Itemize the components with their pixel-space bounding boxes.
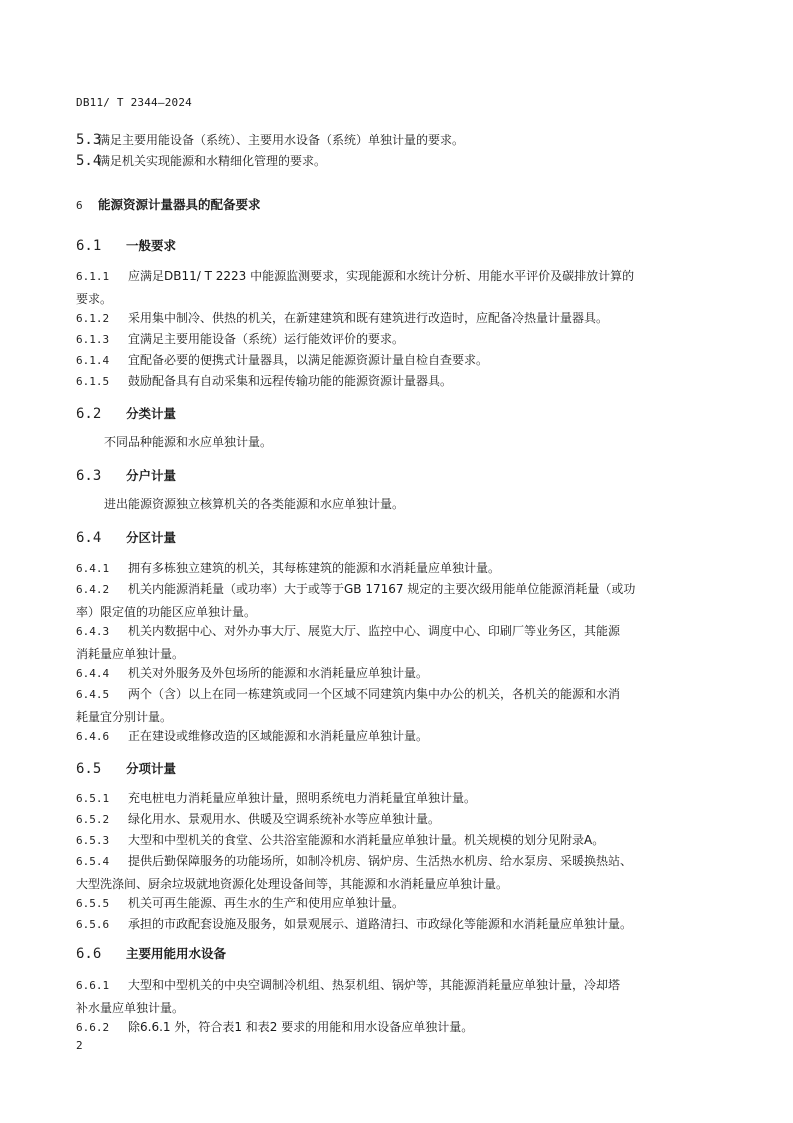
clause-number: 6.1.1 xyxy=(76,270,110,283)
chapter-6-heading xyxy=(76,194,716,213)
section-title: 分类计量 xyxy=(126,406,177,421)
clause-text: 除6.6.1 外，符合表1 和表2 要求的用能和用水设备应单独计量。 xyxy=(128,1020,474,1034)
section-title: 主要用能用水设备 xyxy=(126,946,227,961)
clause-text: 充电桩电力消耗量应单独计量，照明系统电力消耗量宜单独计量。 xyxy=(128,791,477,805)
clause-text-cont: 大型洗涤间、厨余垃圾就地资源化处理设备间等，其能源和水消耗量应单独计量。 xyxy=(76,877,509,891)
clause-text: 满足机关实现能源和水精细化管理的要求。 xyxy=(98,154,327,168)
clause-text-cont: 率）限定值的功能区应单独计量。 xyxy=(76,605,257,619)
section-6-1-heading xyxy=(76,235,716,254)
clause-number: 6.4.1 xyxy=(76,562,110,575)
clause-number: 5.4 xyxy=(76,153,102,169)
clause-text-cont: 消耗量应单独计量。 xyxy=(76,647,185,661)
section-number: 6.6 xyxy=(76,946,102,962)
clause-number: 6.5.3 xyxy=(76,834,110,847)
clause-text: 绿化用水、景观用水、供暖及空调系统补水等应单独计量。 xyxy=(128,812,441,826)
chapter-number: 6 xyxy=(76,199,83,212)
chapter-title: 能源资源计量器具的配备要求 xyxy=(98,197,261,212)
clause-number: 6.5.6 xyxy=(76,918,110,931)
clause-number: 6.6.2 xyxy=(76,1021,110,1034)
clause-text: 机关内能源消耗量（或功率）大于或等于GB 17167 规定的主要次级用能单位能源消耗量（或功 xyxy=(128,582,636,596)
clause-6-5-5 xyxy=(76,891,716,914)
clause-6-4-1 xyxy=(76,556,716,579)
clause-text: 满足主要用能设备（系统）、主要用水设备（系统）单独计量的要求。 xyxy=(98,133,465,147)
section-6-5-heading xyxy=(76,758,716,777)
clause-number: 6.5.1 xyxy=(76,792,110,805)
clause-text-cont: 要求。 xyxy=(76,292,113,306)
clause-text: 宜满足主要用能设备（系统）运行能效评价的要求。 xyxy=(128,332,405,346)
clause-number: 6.4.5 xyxy=(76,688,110,701)
clause-number: 6.4.4 xyxy=(76,667,110,680)
clause-text: 两个（含）以上在同一栋建筑或同一个区域不同建筑内集中办公的机关，各机关的能源和水消 xyxy=(128,687,621,701)
clause-text: 提供后勤保障服务的功能场所，如制冷机房、锅炉房、生活热水机房、给水泵房、采暖换热站、 xyxy=(128,854,633,868)
clause-number: 6.4.6 xyxy=(76,730,110,743)
clause-text: 采用集中制冷、供热的机关，在新建建筑和既有建筑进行改造时，应配备冷热量计量器具。 xyxy=(128,311,609,325)
clause-6-5-3 xyxy=(76,828,716,851)
clause-number: 6.5.4 xyxy=(76,855,110,868)
clause-6-5-2 xyxy=(76,807,716,830)
clause-6-1-3 xyxy=(76,327,716,350)
clause-text: 承担的市政配套设施及服务，如景观展示、道路清扫、市政绿化等能源和水消耗量应单独计量。 xyxy=(128,917,633,931)
clause-text: 大型和中型机关的食堂、公共浴室能源和水消耗量应单独计量。机关规模的划分见附录A。 xyxy=(128,833,605,847)
clause-5-4 xyxy=(76,152,716,169)
section-title: 分户计量 xyxy=(126,468,177,483)
page-number: 2 xyxy=(76,1039,83,1052)
clause-text: 机关内数据中心、对外办事大厅、展览大厅、监控中心、调度中心、印刷厂等业务区，其能源 xyxy=(128,624,621,638)
section-6-3-heading xyxy=(76,465,716,484)
clause-6-5-6 xyxy=(76,912,716,935)
clause-text: 机关对外服务及外包场所的能源和水消耗量应单独计量。 xyxy=(128,666,429,680)
clause-number: 6.1.5 xyxy=(76,375,110,388)
clause-number: 6.1.4 xyxy=(76,354,110,367)
clause-text: 拥有多栋独立建筑的机关，其每栋建筑的能源和水消耗量应单独计量。 xyxy=(128,561,501,575)
clause-6-1-1 xyxy=(76,264,716,310)
clause-6-4-6 xyxy=(76,724,716,747)
clause-text-cont: 耗量宜分别计量。 xyxy=(76,710,173,724)
section-6-2-paragraph: 不同品种能源和水应单独计量。 xyxy=(104,435,273,449)
clause-text: 正在建设或维修改造的区域能源和水消耗量应单独计量。 xyxy=(128,729,429,743)
clause-number: 6.4.3 xyxy=(76,625,110,638)
section-title: 分区计量 xyxy=(126,530,177,545)
section-number: 6.4 xyxy=(76,530,102,546)
clause-6-5-4 xyxy=(76,849,716,895)
clause-6-6-1 xyxy=(76,973,716,1019)
clause-number: 5.3 xyxy=(76,132,102,148)
section-number: 6.1 xyxy=(76,238,102,254)
section-number: 6.3 xyxy=(76,468,102,484)
section-6-4-heading xyxy=(76,527,716,546)
section-6-3-paragraph: 进出能源资源独立核算机关的各类能源和水应单独计量。 xyxy=(104,497,405,511)
section-title: 一般要求 xyxy=(126,238,177,253)
section-title: 分项计量 xyxy=(126,761,177,776)
clause-number: 6.6.1 xyxy=(76,979,110,992)
clause-6-4-4 xyxy=(76,661,716,684)
clause-number: 6.1.3 xyxy=(76,333,110,346)
clause-6-6-2 xyxy=(76,1015,716,1038)
clause-text: 机关可再生能源、再生水的生产和使用应单独计量。 xyxy=(128,896,405,910)
section-6-2-heading xyxy=(76,403,716,422)
clause-6-4-2 xyxy=(76,577,716,623)
clause-5-3 xyxy=(76,131,716,148)
clause-6-1-4 xyxy=(76,348,716,371)
clause-number: 6.5.2 xyxy=(76,813,110,826)
clause-6-1-2 xyxy=(76,306,716,329)
clause-text: 宜配备必要的便携式计量器具，以满足能源资源计量自检自查要求。 xyxy=(128,353,489,367)
clause-6-5-1 xyxy=(76,786,716,809)
section-number: 6.2 xyxy=(76,406,102,422)
clause-number: 6.4.2 xyxy=(76,583,110,596)
clause-text: 应满足DB11/ T 2223 中能源监测要求，实现能源和水统计分析、用能水平评价及碳排放计算的 xyxy=(128,269,635,283)
clause-6-4-3 xyxy=(76,619,716,665)
clause-number: 6.1.2 xyxy=(76,312,110,325)
clause-text-cont: 补水量应单独计量。 xyxy=(76,1001,185,1015)
clause-text: 鼓励配备具有自动采集和远程传输功能的能源资源计量器具。 xyxy=(128,374,453,388)
document-header: DB11/ T 2344—2024 xyxy=(76,96,192,109)
section-number: 6.5 xyxy=(76,761,102,777)
clause-6-1-5 xyxy=(76,369,716,392)
clause-number: 6.5.5 xyxy=(76,897,110,910)
section-6-6-heading xyxy=(76,943,716,962)
clause-text: 大型和中型机关的中央空调制冷机组、热泵机组、锅炉等，其能源消耗量应单独计量，冷却塔 xyxy=(128,978,621,992)
clause-6-4-5 xyxy=(76,682,716,728)
